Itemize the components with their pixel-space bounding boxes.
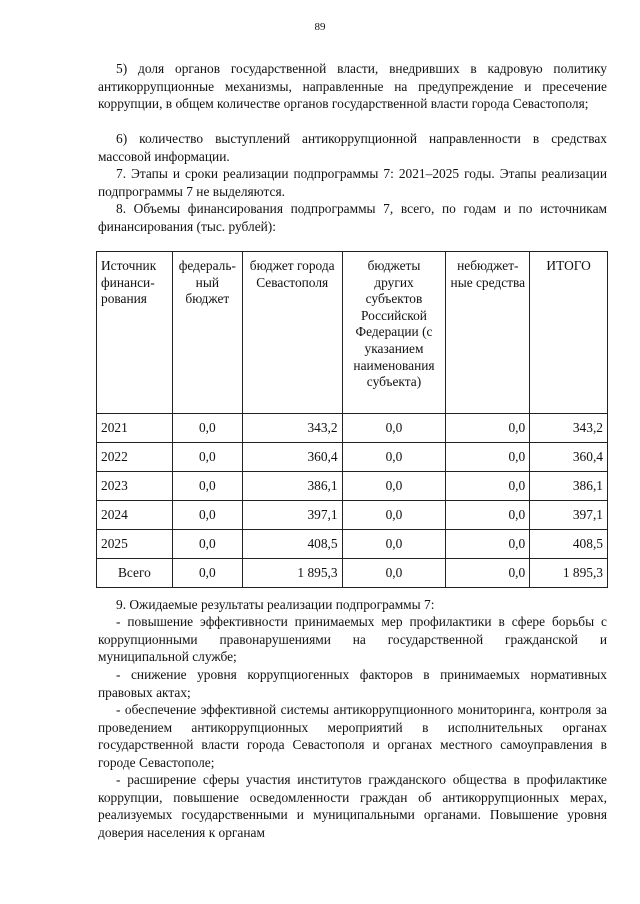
item-5-text: 5) доля органов государственной власти, внедривших в кадровую политику антикоррупционные механизмы, направленные на предупреждение и пресечение коррупции, в общем количестве органов государственной власти города Севастополя;: [98, 61, 607, 111]
header-source: Источник финанси-рования: [97, 252, 173, 414]
table-row: [97, 414, 608, 443]
header-total: ИТОГО: [530, 252, 608, 414]
section-9-title: 9. Ожидаемые результаты реализации подпрограммы 7:: [116, 597, 435, 612]
cell-extrabudgetary: 0,0: [446, 559, 530, 588]
cell-total: 1 895,3: [530, 559, 608, 588]
cell-federal: 0,0: [172, 559, 242, 588]
cell-other-subjects: 0,0: [342, 501, 446, 530]
cell-other-subjects: 0,0: [342, 472, 446, 501]
section-8-text: 8. Объемы финансирования подпрограммы 7, всего, по годам и по источникам финансирования (тыс. рублей):: [98, 201, 607, 234]
cell-city: 397,1: [242, 501, 342, 530]
header-extrabudgetary: небюджет-ные средства: [446, 252, 530, 414]
cell-city: 360,4: [242, 443, 342, 472]
cell-federal: 0,0: [172, 530, 242, 559]
cell-other-subjects: 0,0: [342, 414, 446, 443]
row-year: 2023: [97, 472, 173, 501]
cell-federal: 0,0: [172, 472, 242, 501]
cell-other-subjects: 0,0: [342, 559, 446, 588]
result-bullet: - обеспечение эффективной системы антикоррупционного мониторинга, контроля за проведением антикоррупционных мероприятий в исполнительных органах государственной власти города Севастополя и органах местного самоуправления в городе Севастополе;: [98, 702, 607, 770]
result-bullet: - расширение сферы участия институтов гражданского общества в профилактике коррупции, повышение осведомленности граждан об антикоррупционных мерах, реализуемых государственными и муниципальными органами. Повышение уровня доверия населения к органам: [98, 772, 607, 840]
cell-city: 386,1: [242, 472, 342, 501]
table-row: [97, 443, 608, 472]
cell-extrabudgetary: 0,0: [446, 472, 530, 501]
item-6-text: 6) количество выступлений антикоррупционной направленности в средствах массовой информации.: [98, 131, 607, 164]
header-other-subjects-budget: бюджеты других субъектов Российской Федерации (с указанием наименования субъекта): [342, 252, 446, 414]
cell-federal: 0,0: [172, 443, 242, 472]
cell-total: 386,1: [530, 472, 608, 501]
table-row: [97, 472, 608, 501]
table-row: [97, 530, 608, 559]
row-total-label: Всего: [97, 559, 173, 588]
cell-extrabudgetary: 0,0: [446, 501, 530, 530]
cell-other-subjects: 0,0: [342, 530, 446, 559]
cell-total: 408,5: [530, 530, 608, 559]
row-year: 2024: [97, 501, 173, 530]
header-federal-budget: федераль-ный бюджет: [172, 252, 242, 414]
row-year: 2022: [97, 443, 173, 472]
cell-extrabudgetary: 0,0: [446, 443, 530, 472]
table-header-row: [97, 252, 608, 414]
cell-federal: 0,0: [172, 414, 242, 443]
page-number: 89: [314, 21, 326, 33]
cell-total: 343,2: [530, 414, 608, 443]
result-bullet: - повышение эффективности принимаемых мер профилактики в сфере борьбы с коррупционными правонарушениями на государственной гражданской и муниципальной службе;: [98, 614, 607, 664]
cell-extrabudgetary: 0,0: [446, 530, 530, 559]
row-year: 2025: [97, 530, 173, 559]
financing-table: [96, 251, 608, 588]
cell-total: 397,1: [530, 501, 608, 530]
cell-other-subjects: 0,0: [342, 443, 446, 472]
cell-city: 1 895,3: [242, 559, 342, 588]
cell-city: 408,5: [242, 530, 342, 559]
table-row-total: [97, 559, 608, 588]
row-year: 2021: [97, 414, 173, 443]
cell-city: 343,2: [242, 414, 342, 443]
cell-extrabudgetary: 0,0: [446, 414, 530, 443]
section-7-text: 7. Этапы и сроки реализации подпрограммы 7: 2021–2025 годы. Этапы реализации подпрограммы 7 не выделяются.: [98, 166, 607, 199]
table-row: [97, 501, 608, 530]
cell-total: 360,4: [530, 443, 608, 472]
header-city-budget: бюджет города Севастополя: [242, 252, 342, 414]
cell-federal: 0,0: [172, 501, 242, 530]
result-bullet: - снижение уровня коррупциогенных факторов в принимаемых нормативных правовых актах;: [98, 667, 607, 700]
